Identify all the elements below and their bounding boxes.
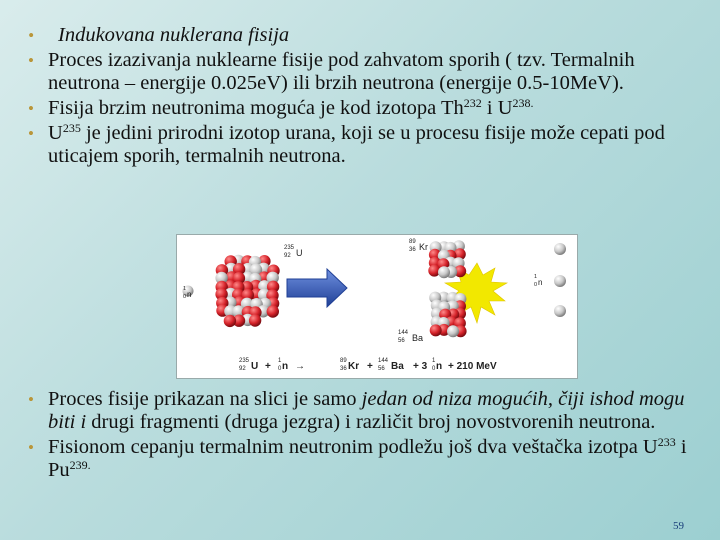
fission-diagram (176, 234, 578, 379)
svg-text:+ 3: + 3 (413, 361, 428, 372)
fission-diagram-svg (177, 235, 577, 378)
slide-title: • Indukovana nuklerana fisija (28, 24, 290, 46)
bullet-icon: • (28, 438, 34, 457)
svg-text:1: 1 (278, 358, 282, 364)
nucleon-icon (438, 266, 450, 278)
nucleon-icon (267, 305, 279, 317)
bullet-item: • Proces fisije prikazan na slici je samo jedan od niza mogućih, čiji ishod mogu biti i drugi fragmenti (druga jezgra) i različit broj novostvorenih neutrona. (28, 388, 685, 433)
page-number: 59 (673, 520, 684, 532)
svg-text:0: 0 (534, 282, 538, 288)
outgoing-neutron-icon (554, 305, 566, 317)
svg-text:56: 56 (398, 338, 405, 344)
svg-text:Ba: Ba (391, 361, 404, 372)
reaction-arrow-icon (287, 269, 347, 307)
bullet-icon: • (28, 26, 34, 45)
krypton-nucleus-icon (428, 240, 466, 278)
nucleon-icon (224, 315, 236, 327)
svg-text:89: 89 (409, 239, 416, 245)
svg-text:36: 36 (340, 366, 347, 372)
nucleon-icon (249, 314, 261, 326)
svg-text:36: 36 (409, 247, 416, 253)
bullet-item: • $U^{235}$ je jedini prirodni izotop urana, koji se u procesu fisije može cepati pod uticajem sporih, termalnih neutrona. (28, 121, 665, 167)
svg-text:+ 210 MeV: + 210 MeV (448, 361, 497, 372)
svg-text:89: 89 (340, 358, 347, 364)
svg-text:235: 235 (284, 245, 295, 251)
svg-text:144: 144 (378, 358, 389, 364)
svg-text:92: 92 (239, 366, 246, 372)
svg-text:1: 1 (183, 286, 187, 292)
svg-text:U: U (296, 248, 303, 258)
svg-text:→: → (295, 361, 305, 372)
svg-text:235: 235 (239, 358, 250, 364)
bottom-bullet-list (28, 388, 700, 484)
svg-text:Ba: Ba (412, 333, 424, 343)
svg-text:n: n (282, 361, 289, 372)
svg-text:0: 0 (278, 366, 282, 372)
svg-text:1: 1 (432, 358, 436, 364)
outgoing-neutron-icon (554, 275, 566, 287)
svg-text:+: + (367, 361, 373, 372)
svg-text:0: 0 (432, 366, 436, 372)
bullet-item: • Fisionom cepanju termalnim neutronim podležu još dva veštačka izotpa $U^{233}$ i $Pu^{239.}$ (28, 435, 687, 481)
bullet-icon: • (28, 124, 34, 143)
svg-text:1: 1 (534, 274, 538, 280)
svg-text:n: n (538, 278, 543, 287)
svg-text:n: n (187, 290, 192, 299)
bullet-item: • Fisija brzim neutronima moguća je kod izotopa Th$^{232}$ i $U^{238.}$ (28, 96, 534, 119)
svg-text:n: n (436, 361, 443, 372)
outgoing-neutron-icon (554, 243, 566, 255)
nucleon-icon (430, 324, 442, 336)
bullet-icon: • (28, 99, 34, 118)
barium-nucleus-icon (429, 292, 466, 338)
bullet-item: • Proces izazivanja nuklearne fisije pod zahvatom sporih ( tzv. Termalnih neutrona – energije 0.025eV) ili brzih neutrona (energije 0.5-10MeV). (28, 49, 635, 94)
fission-equation (239, 358, 497, 372)
svg-text:Kr: Kr (348, 361, 360, 372)
svg-text:92: 92 (284, 253, 291, 259)
uranium-nucleus-icon (215, 255, 279, 327)
svg-text:56: 56 (378, 366, 385, 372)
svg-text:144: 144 (398, 330, 409, 336)
svg-text:U: U (251, 361, 259, 372)
top-bullet-list (28, 24, 700, 170)
svg-text:+: + (265, 361, 271, 372)
svg-text:0: 0 (183, 294, 187, 300)
bullet-icon: • (28, 390, 34, 409)
nucleon-icon (447, 325, 459, 337)
svg-text:Kr: Kr (419, 242, 428, 252)
bullet-icon: • (28, 51, 34, 70)
